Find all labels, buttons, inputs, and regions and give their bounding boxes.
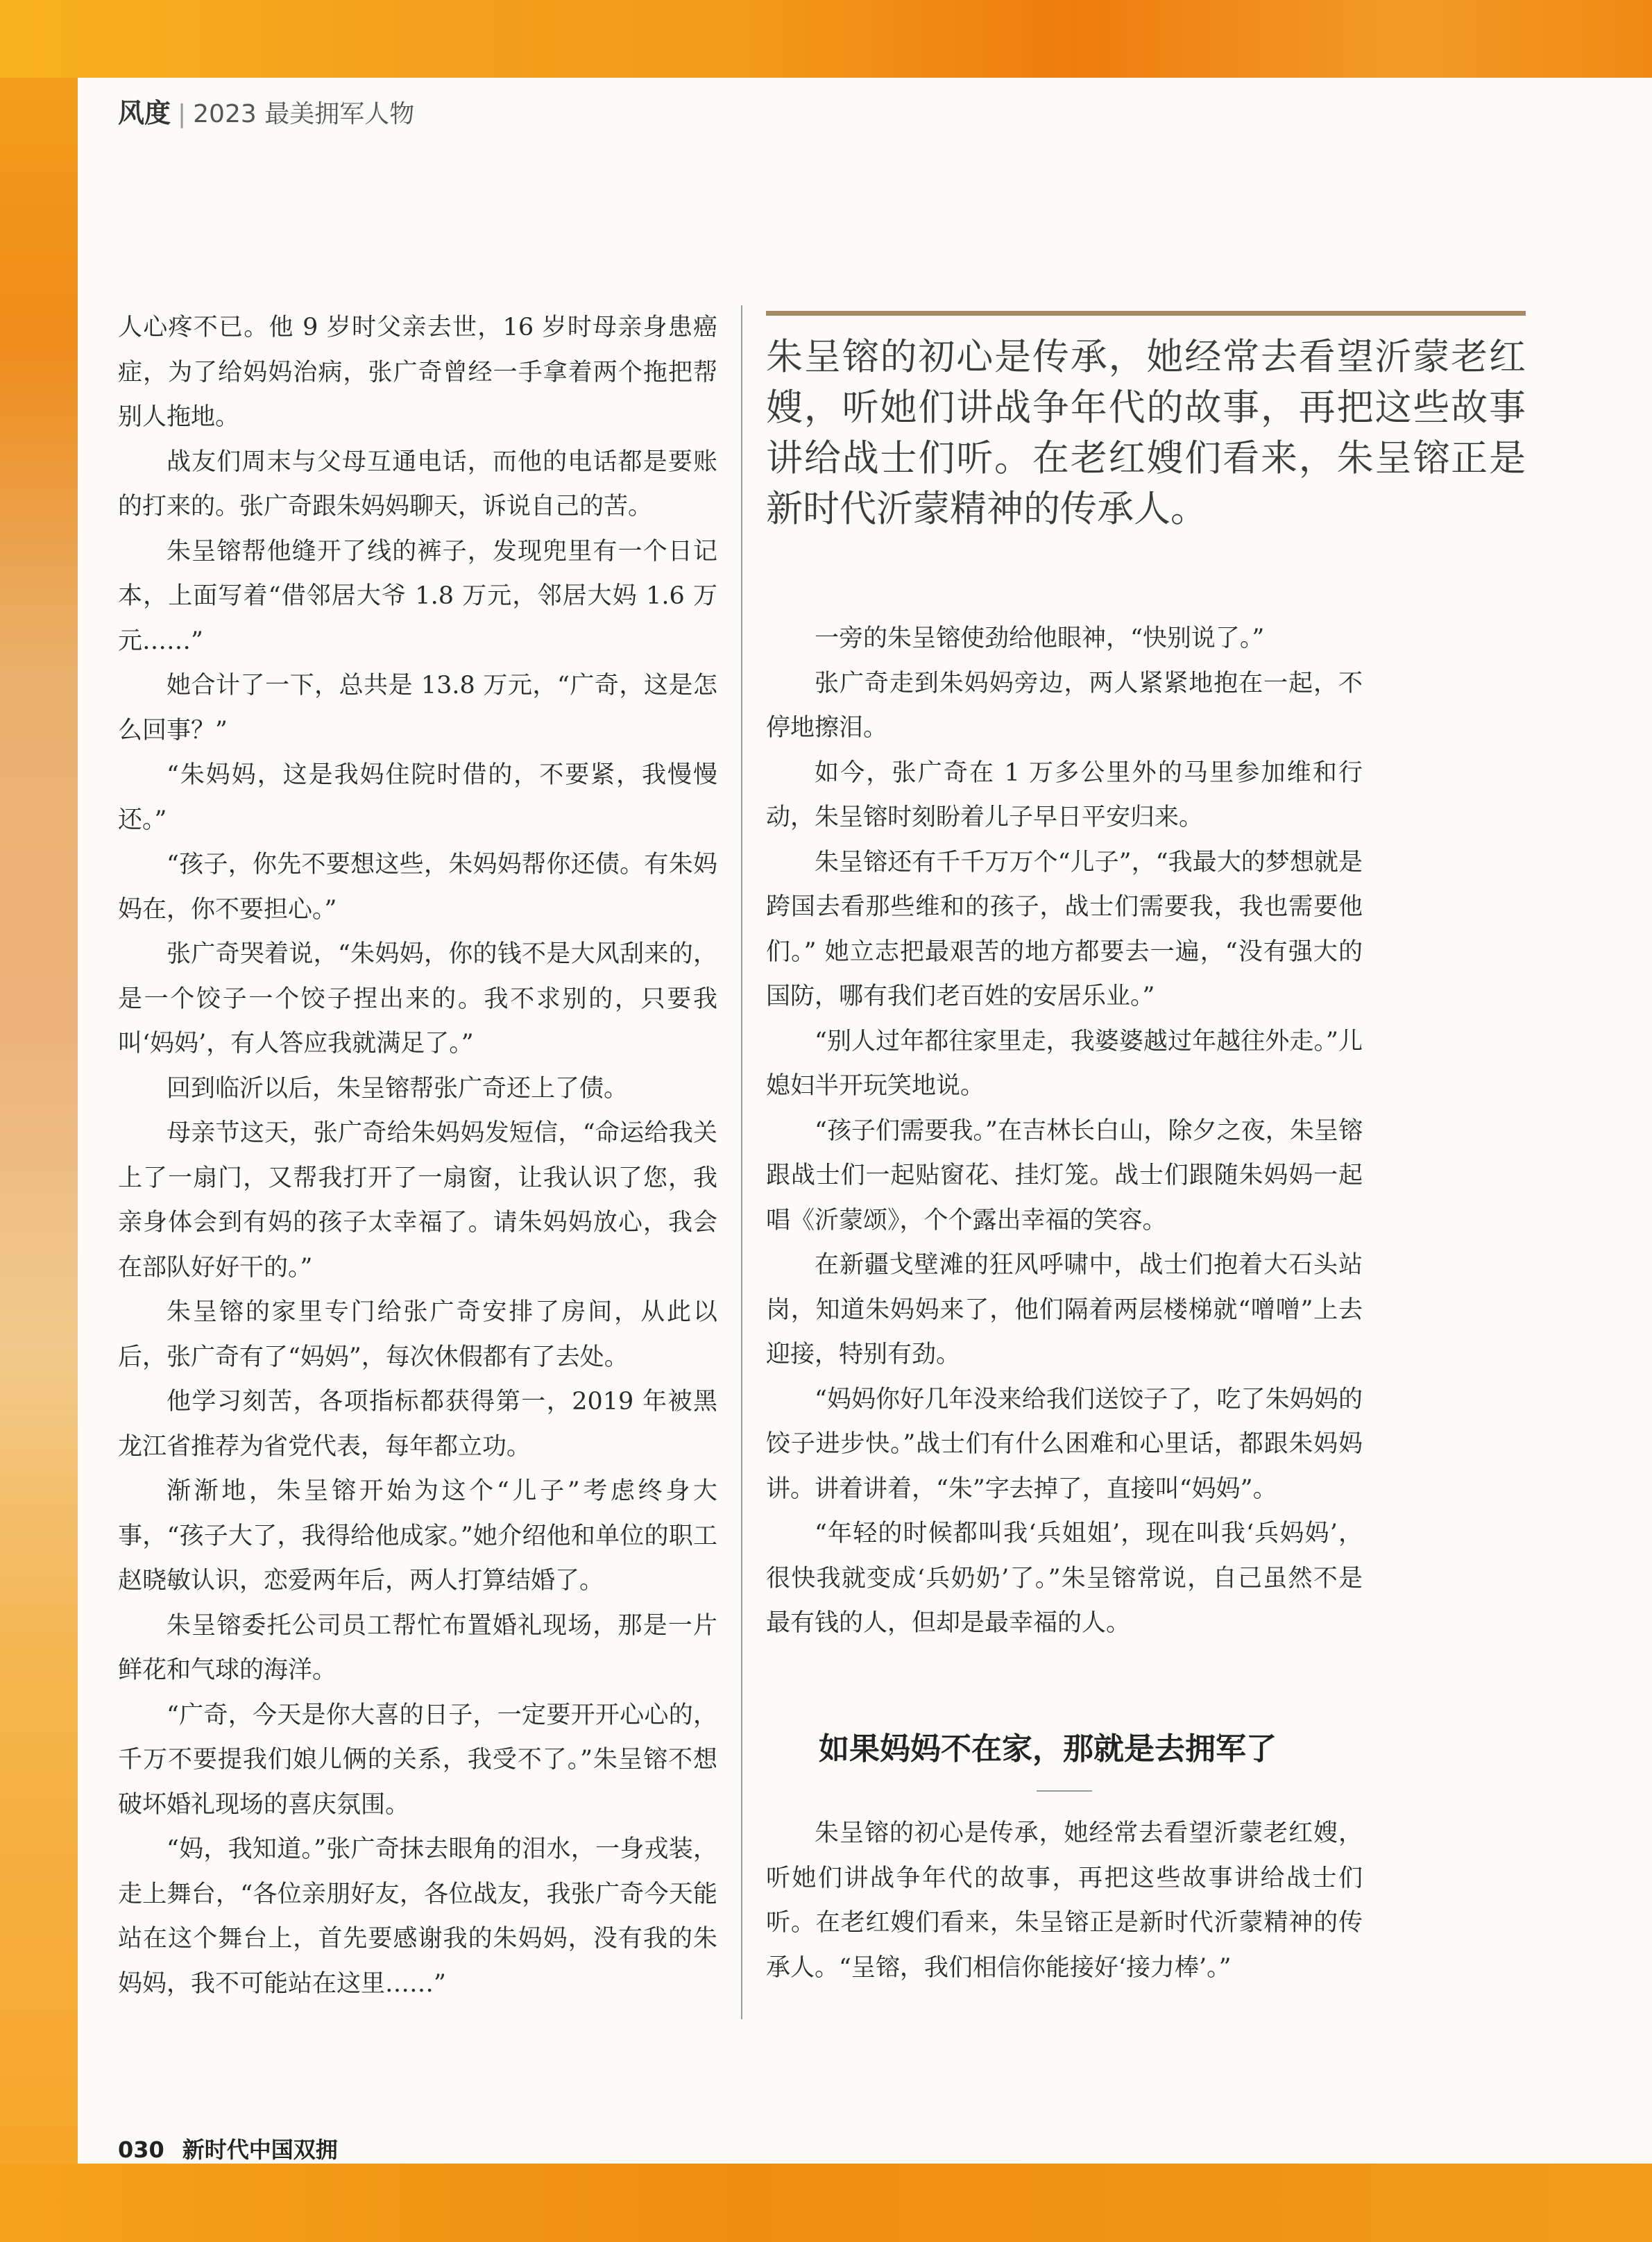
paragraph: 渐渐地，朱呈镕开始为这个“儿子”考虑终身大事，“孩子大了，我得给他成家。”她介绍他和单位的职工赵晓敏认识，恋爱两年后，两人打算结婚了。 [118,1477,717,1595]
header-title: 2023 最美拥军人物 [193,100,415,128]
paragraph: 朱呈镕还有千千万万个“儿子”，“我最大的梦想就是跨国去看那些维和的孩子，战士们需要我，我也需要他们。” 她立志把最艰苦的地方都要去一遍，“没有强大的国防，哪有我们老百姓的安居乐业。” [766,848,1363,1010]
paragraph: “孩子们需要我。”在吉林长白山，除夕之夜，朱呈镕跟战士们一起贴窗花、挂灯笼。战士们跟随朱妈妈一起唱《沂蒙颂》，个个露出幸福的笑容。 [766,1116,1363,1234]
paragraph: 在新疆戈壁滩的狂风呼啸中，战士们抱着大石头站岗，知道朱妈妈来了，他们隔着两层楼梯就“噌噌”上去迎接，特别有劲。 [766,1251,1363,1368]
subhead-rule [1037,1790,1092,1792]
paragraph: 张广奇哭着说，“朱妈妈，你的钱不是大风刮来的，是一个饺子一个饺子捏出来的。我不求别的，只要我叫‘妈妈’，有人答应我就满足了。” [118,940,717,1058]
paragraph: 朱呈镕委托公司员工帮忙布置婚礼现场，那是一片鲜花和气球的海洋。 [118,1611,717,1684]
paragraph: “别人过年都往家里走，我婆婆越过年越往外走。”儿媳妇半开玩笑地说。 [766,1027,1363,1100]
paragraph: 如今，张广奇在 1 万多公里外的马里参加维和行动，朱呈镕时刻盼着儿子早日平安归来。 [766,758,1363,831]
pull-quote-rule [766,311,1526,316]
paragraph: 朱呈镕的初心是传承，她经常去看望沂蒙老红嫂，听她们讲战争年代的故事，再把这些故事讲给战士们听。在老红嫂们看来，朱呈镕正是新时代沂蒙精神的传承人。“呈镕，我们相信你能接好‘接力棒’。” [766,1819,1363,1982]
header-section: 风度 [118,98,171,128]
publication-name: 新时代中国双拥 [182,2137,338,2163]
page-number: 030 [118,2137,164,2163]
paragraph: 朱呈镕帮他缝开了线的裤子，发现兜里有一个日记本，上面写着“借邻居大爷 1.8 万元，邻居大妈 1.6 万元……” [118,537,717,655]
paragraph: 张广奇走到朱妈妈旁边，两人紧紧地抱在一起，不停地擦泪。 [766,669,1363,742]
background-bottom-strip [0,2164,1652,2242]
paragraph: 他学习刻苦，各项指标都获得第一，2019 年被黑龙江省推荐为省党代表，每年都立功。 [118,1388,717,1461]
header-separator: | [178,100,187,128]
column-divider [741,305,742,2019]
paragraph: “孩子，你先不要想这些，朱妈妈帮你还债。有朱妈妈在，你不要担心。” [118,851,717,924]
section-subhead: 如果妈妈不在家，那就是去拥军了 [819,1731,1277,1767]
left-column [118,305,717,2006]
paragraph: “妈妈你好几年没来给我们送饺子了，吃了朱妈妈的饺子进步快。”战士们有什么困难和心里话，都跟朱妈妈讲。讲着讲着，“朱”字去掉了，直接叫“妈妈”。 [766,1385,1363,1503]
paragraph: 战友们周末与父母互通电话，而他的电话都是要账的打来的。张广奇跟朱妈妈聊天，诉说自己的苦。 [118,448,717,520]
paragraph: 人心疼不已。他 9 岁时父亲去世，16 岁时母亲身患癌症，为了给妈妈治病，张广奇曾经一手拿着两个拖把帮别人拖地。 [118,314,717,431]
running-header [118,92,414,130]
paragraph: “妈，我知道。”张广奇抹去眼角的泪水，一身戎装，走上舞台，“各位亲朋好友，各位战友，我张广奇今天能站在这个舞台上，首先要感谢我的朱妈妈，没有我的朱妈妈，我不可能站在这里……” [118,1835,717,1998]
paragraph: “广奇，今天是你大喜的日子，一定要开开心心的，千万不要提我们娘儿俩的关系，我受不了。”朱呈镕不想破坏婚礼现场的喜庆氛围。 [118,1701,717,1819]
pull-quote: 朱呈镕的初心是传承，她经常去看望沂蒙老红嫂，听她们讲战争年代的故事，再把这些故事讲给战士们听。在老红嫂们看来，朱呈镕正是新时代沂蒙精神的传承人。 [766,336,1526,530]
bottom-column [766,1811,1363,1990]
background-left-strip [0,0,83,2242]
paragraph: 朱呈镕的家里专门给张广奇安排了房间，从此以后，张广奇有了“妈妈”，每次休假都有了去处。 [118,1298,717,1371]
paragraph: 一旁的朱呈镕使劲给他眼神，“快别说了。” [815,625,1265,652]
paragraph: 回到临沂以后，朱呈镕帮张广奇还上了债。 [167,1074,629,1103]
paragraph: 她合计了一下，总共是 13.8 万元，“广奇，这是怎么回事？” [118,672,717,745]
paragraph: “朱妈妈，这是我妈住院时借的，不要紧，我慢慢还。” [118,761,717,834]
page-footer [118,2132,338,2164]
background-top-strip [0,0,1652,78]
right-column [766,616,1363,1646]
paragraph: 母亲节这天，张广奇给朱妈妈发短信，“命运给我关上了一扇门，又帮我打开了一扇窗，让我认识了您，我亲身体会到有妈的孩子太幸福了。请朱妈妈放心，我会在部队好好干的。” [118,1119,717,1282]
paragraph: “年轻的时候都叫我‘兵姐姐’，现在叫我‘兵妈妈’，很快我就变成‘兵奶奶’了。”朱呈镕常说，自己虽然不是最有钱的人，但却是最幸福的人。 [766,1520,1363,1637]
